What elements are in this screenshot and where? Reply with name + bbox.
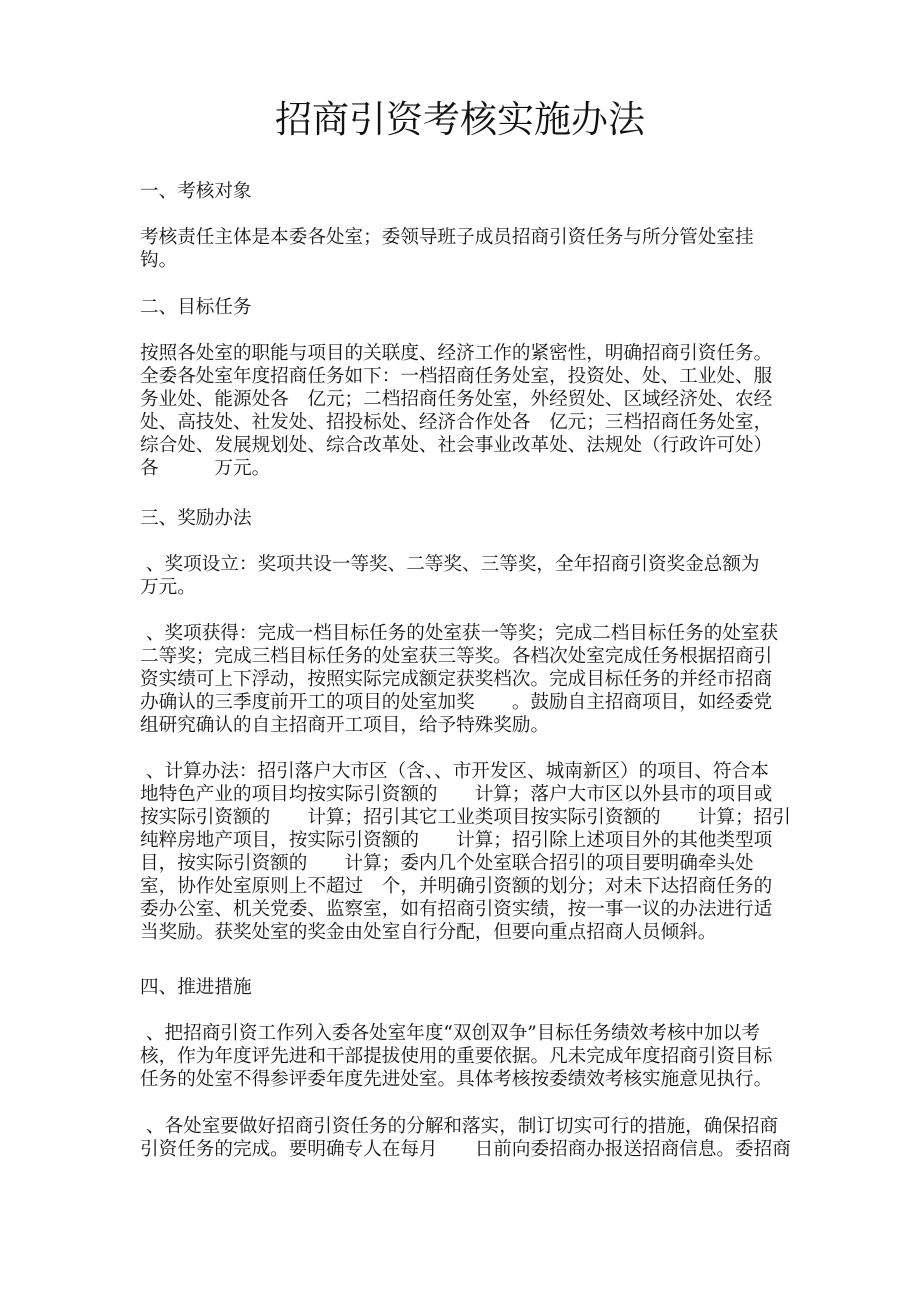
paragraph-line: 考核责任主体是本委各处室；委领导班子成员招商引资任务与所分管处室挂 <box>140 227 754 248</box>
paragraph-line: 目，按实际引资额的 计算；委内几个处室联合招引的项目要明确牵头处 <box>140 853 754 874</box>
paragraph-line: 处、高技处、社发处、招投标处、经济合作处各 亿元；三档招商任务处室， <box>140 412 773 433</box>
section-heading-3: 三、奖励办法 <box>140 508 252 529</box>
paragraph-line: 资实绩可上下浮动，按照实际完成额定获奖档次。完成目标任务的并经市招商 <box>140 669 773 690</box>
paragraph-line: 当奖励。获奖处室的奖金由处室自行分配，但要向重点招商人员倾斜。 <box>140 922 717 943</box>
paragraph-line: 组研究确认的自主招商开工项目，给予特殊奖励。 <box>140 715 550 736</box>
paragraph-line: 各 万元。 <box>140 458 271 479</box>
paragraph-line: 、把招商引资工作列入委各处室年度“双创双争”目标任务绩效考核中加以考 <box>140 1023 760 1044</box>
paragraph-line: 二等奖；完成三档目标任务的处室获三等奖。各档次处室完成任务根据招商引 <box>140 646 773 667</box>
paragraph-line: 纯粹房地产项目，按实际引资额的 计算；招引除上述项目外的其他类型项 <box>140 830 773 851</box>
paragraph-line: 钩。 <box>140 250 178 271</box>
paragraph-line: 任务的处室不得参评委年度先进处室。具体考核按委绩效考核实施意见执行。 <box>140 1069 773 1090</box>
paragraph-line: 综合处、发展规划处、综合改革处、社会事业改革处、法规处（行政许可处） <box>140 435 773 456</box>
paragraph-line: 引资任务的完成。要明确专人在每月 日前向委招商办报送招商信息。委招商 <box>140 1139 791 1160</box>
section-heading-4: 四、推进措施 <box>140 977 252 998</box>
paragraph-line: 万元。 <box>140 577 196 598</box>
paragraph-line: 室，协作处室原则上不超过 个，并明确引资额的划分；对未下达招商任务的 <box>140 876 773 897</box>
paragraph-line: 按实际引资额的 计算；招引其它工业类项目按实际引资额的 计算；招引 <box>140 807 791 828</box>
document-title: 招商引资考核实施办法 <box>275 98 645 141</box>
paragraph-line: 、各处室要做好招商引资任务的分解和落实，制订切实可行的措施，确保招商 <box>140 1116 779 1137</box>
paragraph-line: 地特色产业的项目均按实际引资额的 计算；落户大市区以外县市的项目或 <box>140 784 773 805</box>
section-heading-1: 一、考核对象 <box>140 181 252 202</box>
paragraph-line: 办确认的三季度前开工的项目的处室加奖 。鼓励自主招商项目，如经委党 <box>140 692 773 713</box>
paragraph-line: 核，作为年度评先进和干部提拔使用的重要依据。凡未完成年度招商引资目标 <box>140 1046 773 1067</box>
paragraph-line: 按照各处室的职能与项目的关联度、经济工作的紧密性，明确招商引资任务。 <box>140 343 773 364</box>
paragraph-line: 全委各处室年度招商任务如下：一档招商任务处室，投资处、处、工业处、服 <box>140 366 773 387</box>
paragraph-line: 务业处、能源处各 亿元；二档招商任务处室，外经贸处、区域经济处、农经 <box>140 389 773 410</box>
paragraph-line: 、奖项设立：奖项共设一等奖、二等奖、三等奖，全年招商引资奖金总额为 <box>140 554 760 575</box>
paragraph-line: 、计算办法：招引落户大市区（含、、市开发区、城南新区）的项目、符合本 <box>140 761 769 782</box>
paragraph-line: 、奖项获得：完成一档目标任务的处室获一等奖；完成二档目标任务的处室获 <box>140 623 779 644</box>
paragraph-line: 委办公室、机关党委、监察室，如有招商引资实绩，按一事一议的办法进行适 <box>140 899 773 920</box>
section-heading-2: 二、目标任务 <box>140 297 252 318</box>
